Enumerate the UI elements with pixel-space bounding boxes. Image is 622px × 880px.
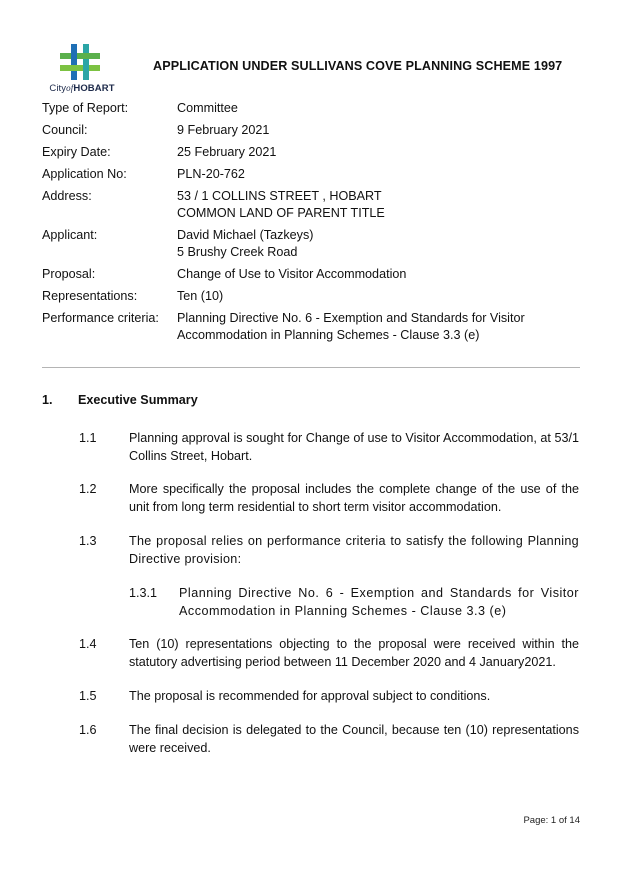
detail-row-application-no <box>42 166 582 183</box>
detail-label: Type of Report: <box>42 101 129 115</box>
paragraph-1-2 <box>79 480 579 516</box>
city-of-hobart-logo <box>44 44 120 96</box>
paragraph-1-3 <box>79 532 579 568</box>
paragraph-text: Ten (10) representations objecting to the proposal were received within the statutory advertising period between 11 December 2020 and 4 January2021. <box>129 637 579 669</box>
paragraph-text: Planning approval is sought for Change of use to Visitor Accommodation, at 53/1 Collins Street, Hobart. <box>129 431 579 463</box>
detail-value: Planning Directive No. 6 - Exemption and Standards for Visitor Accommodation in Planning Schemes - Clause 3.3 (e) <box>177 311 525 342</box>
detail-row-address <box>42 188 582 222</box>
paragraph-1-5 <box>79 687 579 705</box>
detail-label: Council: <box>42 123 88 137</box>
detail-value: David Michael (Tazkeys) 5 Brushy Creek Road <box>177 228 314 259</box>
paragraph-number: 1.2 <box>79 482 97 496</box>
paragraph-1-3-1 <box>129 584 579 620</box>
detail-row-expiry <box>42 144 582 161</box>
section-heading: 1. Executive Summary <box>42 393 198 407</box>
detail-value: 25 February 2021 <box>177 145 277 159</box>
detail-label: Proposal: <box>42 267 96 281</box>
paragraph-1-6 <box>79 721 579 757</box>
paragraph-text: Planning Directive No. 6 - Exemption and Standards for Visitor Accommodation in Planning Schemes - Clause 3.3 (e) <box>179 586 579 618</box>
paragraph-text: The final decision is delegated to the Council, because ten (10) representations were received. <box>129 723 579 755</box>
detail-label: Expiry Date: <box>42 145 111 159</box>
paragraph-number: 1.4 <box>79 637 97 651</box>
paragraph-number: 1.1 <box>79 431 97 445</box>
document-title: APPLICATION UNDER SULLIVANS COVE PLANNING SCHEME 1997 <box>153 59 563 73</box>
logo-wordmark: CityofHOBART <box>49 83 115 94</box>
detail-value: Ten (10) <box>177 289 224 303</box>
detail-value: PLN-20-762 <box>177 167 245 181</box>
detail-label: Application No: <box>42 167 127 181</box>
detail-value: 9 February 2021 <box>177 123 270 137</box>
detail-value: Change of Use to Visitor Accommodation <box>177 267 407 281</box>
detail-row-performance-criteria <box>42 310 582 344</box>
paragraph-number: 1.5 <box>79 689 97 703</box>
detail-value: Committee <box>177 101 238 115</box>
detail-label: Applicant: <box>42 228 98 242</box>
page-number: Page: 1 of 14 <box>523 815 580 826</box>
detail-value: 53 / 1 COLLINS STREET , HOBART COMMON LAND OF PARENT TITLE <box>177 189 385 220</box>
paragraph-number: 1.3.1 <box>129 586 158 600</box>
detail-row-type <box>42 100 582 117</box>
paragraph-text: The proposal relies on performance criteria to satisfy the following Planning Directive provision: <box>129 534 579 566</box>
application-details <box>42 100 582 349</box>
paragraph-number: 1.3 <box>79 534 97 548</box>
paragraph-1-4 <box>79 635 579 671</box>
detail-label: Performance criteria: <box>42 311 159 325</box>
detail-row-council <box>42 122 582 139</box>
detail-label: Address: <box>42 189 92 203</box>
section-divider <box>42 367 580 368</box>
detail-label: Representations: <box>42 289 138 303</box>
detail-row-proposal <box>42 266 582 283</box>
detail-row-representations <box>42 288 582 305</box>
hobart-cross-icon <box>60 44 104 82</box>
detail-row-applicant <box>42 227 582 261</box>
paragraph-text: The proposal is recommended for approval subject to conditions. <box>129 689 491 703</box>
paragraph-number: 1.6 <box>79 723 97 737</box>
paragraph-text: More specifically the proposal includes the complete change of the use of the unit from long term residential to short term visitor accommodation. <box>129 482 579 514</box>
paragraph-1-1 <box>79 429 579 465</box>
